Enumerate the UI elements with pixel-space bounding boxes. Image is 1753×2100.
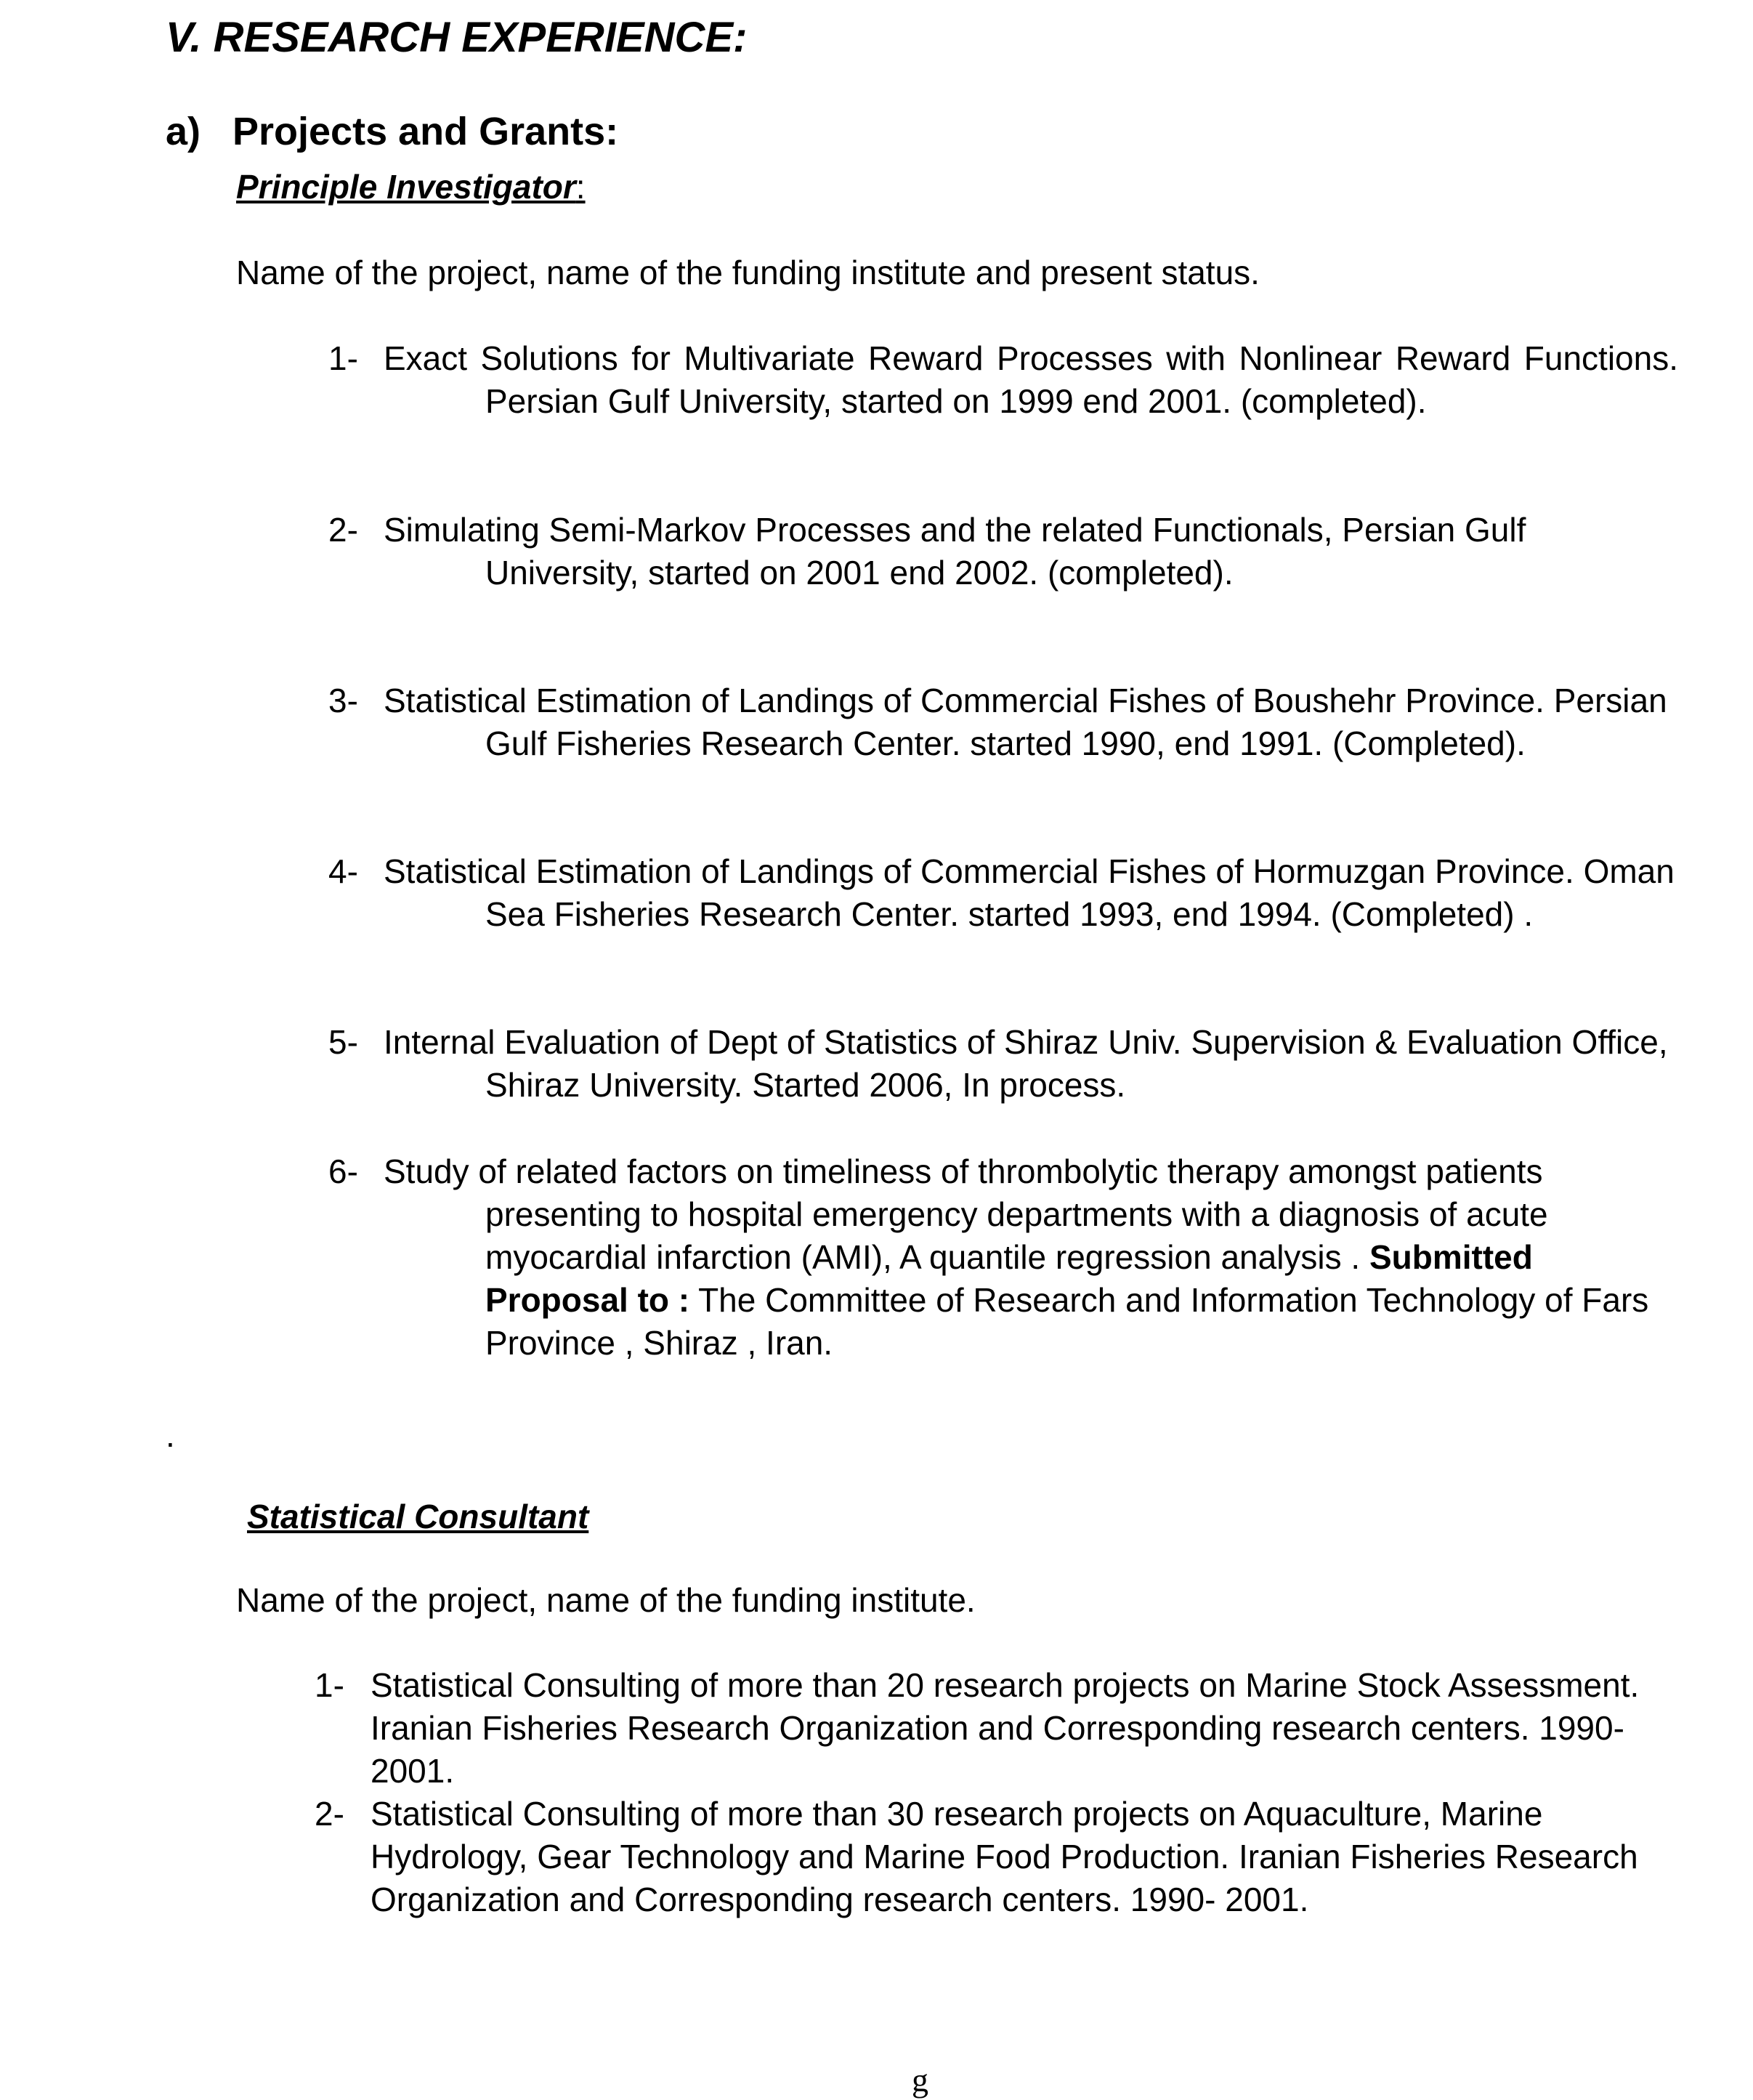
- item-text: Internal Evaluation of Dept of Statistics of Shiraz Univ. Supervision & Evaluation Office, Shiraz University. Started 2006, In process.: [384, 1023, 1668, 1104]
- item-text: Simulating Semi-Markov Processes and the related Functionals, Persian Gulf University, started on 2001 end 2002. (completed).: [384, 511, 1526, 591]
- principal-heading-text: Principle Investigator: [236, 168, 576, 206]
- list-item: [328, 1021, 1678, 1107]
- item-text: Statistical Estimation of Landings of Commercial Fishes of Hormuzgan Province. Oman Sea Fisheries Research Center. started 1993, end 1994. (Completed) .: [384, 852, 1675, 933]
- item-number: 6-: [328, 1152, 358, 1190]
- list-item: [315, 1664, 1680, 1793]
- item-text-after: The Committee of Research and Information Technology of Fars Province , Shiraz , Iran.: [485, 1281, 1649, 1362]
- principal-item-3-block: [328, 679, 1678, 765]
- subsection-letter: a): [166, 110, 201, 153]
- principal-item-1-block: [328, 337, 1678, 423]
- item-number: 5-: [328, 1023, 358, 1061]
- principal-heading-suffix: :: [575, 168, 586, 206]
- item-number: 2-: [328, 511, 358, 549]
- item-number: 2-: [315, 1795, 344, 1833]
- item-text: Statistical Consulting of more than 20 research projects on Marine Stock Assessment. Iranian Fisheries Research Organization and Corresponding research centers. 1990- 2001.: [371, 1666, 1640, 1790]
- principal-item-5-block: [328, 1021, 1678, 1107]
- list-item: [328, 679, 1678, 765]
- list-item: [328, 1150, 1678, 1365]
- item-text: Statistical Estimation of Landings of Commercial Fishes of Boushehr Province. Persian Gulf Fisheries Research Center. started 1990, end 1991. (Completed).: [384, 682, 1667, 762]
- item-bold-text: Submitted Proposal to :: [485, 1238, 1533, 1319]
- item-number: 3-: [328, 682, 358, 719]
- item-text: Study of related factors on timeliness of thrombolytic therapy amongst patients presenting to hospital emergency departments with a diagnosis of acute myocardial infarction (AMI), A quantile regression analysis .: [384, 1152, 1548, 1276]
- principal-item-6-block: [328, 1150, 1678, 1365]
- subsection-title: [166, 109, 618, 154]
- item-number: 4-: [328, 852, 358, 890]
- item-text: Exact Solutions for Multivariate Reward Processes with Nonlinear Reward Functions. Persian Gulf University, started on 1999 end 2001. (completed).: [384, 339, 1678, 420]
- statistical-consultant-heading: Statistical Consultant: [247, 1498, 589, 1535]
- principal-item-4-block: [328, 850, 1678, 936]
- principal-intro: Name of the project, name of the funding institute and present status.: [236, 254, 1260, 291]
- list-item: [328, 337, 1678, 423]
- principal-item-2-block: [328, 509, 1678, 594]
- separator-dot: .: [166, 1416, 175, 1454]
- list-item: [328, 850, 1678, 936]
- subsection-label: Projects and Grants:: [232, 110, 619, 153]
- principal-investigator-heading: [236, 167, 586, 206]
- item-text: Statistical Consulting of more than 30 research projects on Aquaculture, Marine Hydrology, Gear Technology and Marine Food Production. Iranian Fisheries Research Organization and Corresponding research centers. 1990- 2001.: [371, 1795, 1638, 1918]
- section-title: V. RESEARCH EXPERIENCE:: [166, 14, 748, 61]
- page-number: g: [912, 2061, 928, 2099]
- list-item: [315, 1793, 1680, 1921]
- item-number: 1-: [328, 339, 358, 377]
- item-number: 1-: [315, 1666, 344, 1704]
- consultant-intro: Name of the project, name of the funding institute.: [236, 1581, 976, 1619]
- list-item: [328, 509, 1678, 594]
- consultant-list: [315, 1664, 1680, 1921]
